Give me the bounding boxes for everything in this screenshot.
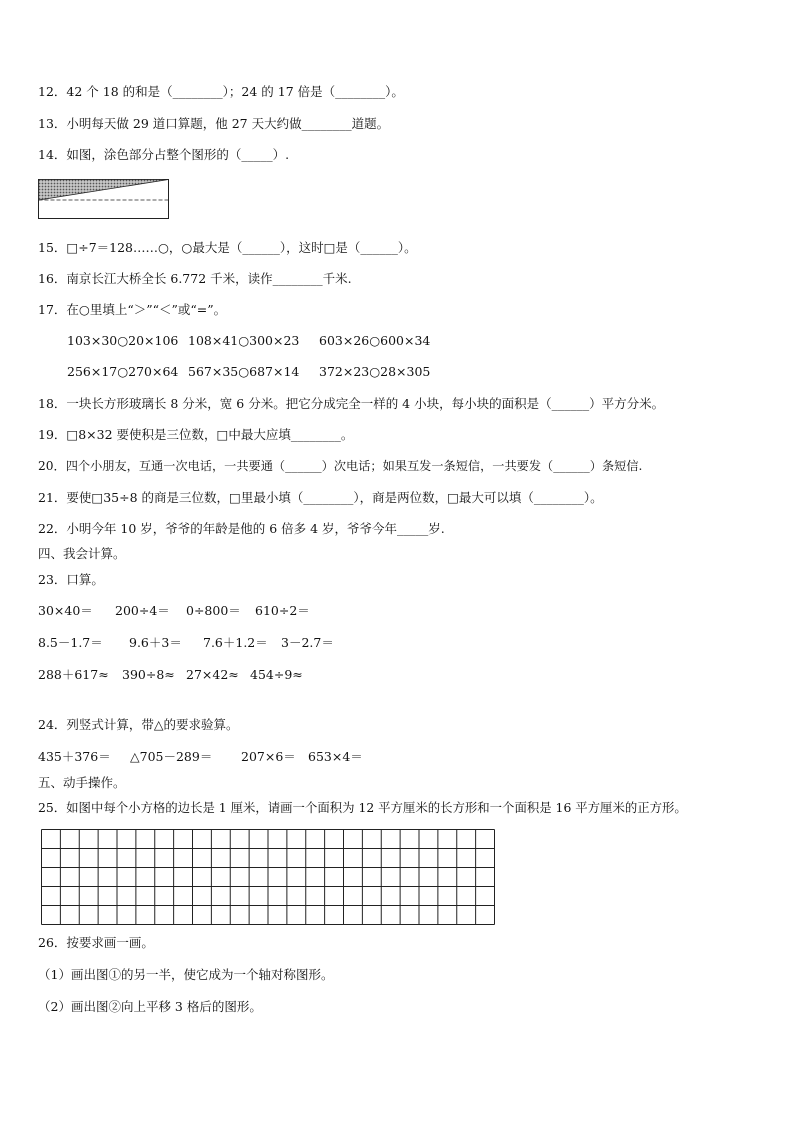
- vertical-calc-item: 207×6＝: [241, 749, 296, 764]
- mental-math-item: 9.6＋3＝: [129, 635, 182, 650]
- mental-math-item: 27×42≈: [186, 667, 239, 682]
- vertical-calc-item: △705－289＝: [130, 749, 213, 764]
- question-23: 23．口算。: [38, 572, 104, 587]
- square-grid[interactable]: [41, 829, 495, 925]
- question-14: 14．如图，涂色部分占整个图形的（_____）.: [38, 147, 290, 162]
- mental-math-item: 610÷2＝: [255, 603, 310, 618]
- section-4-heading: 四、我会计算。: [38, 546, 126, 561]
- question-26-part-2: （2）画出图②向上平移 3 格后的图形。: [38, 999, 262, 1014]
- question-26: 26．按要求画一画。: [38, 935, 154, 950]
- compare-item: 567×35○687×14: [188, 364, 300, 379]
- q17-row-2: [67, 364, 430, 380]
- compare-item: 372×23○28×305: [319, 364, 431, 379]
- question-22: 22．小明今年 10 岁，爷爷的年龄是他的 6 倍多 4 岁，爷爷今年_____岁.: [38, 521, 445, 536]
- q23-row-1: [38, 603, 310, 619]
- mental-math-item: 7.6＋1.2＝: [203, 635, 268, 650]
- mental-math-item: 3－2.7＝: [281, 635, 334, 650]
- q17-row-1: [67, 333, 430, 349]
- mental-math-item: 390÷8≈: [122, 667, 175, 682]
- mental-math-item: 288＋617≈: [38, 667, 109, 682]
- compare-item: 108×41○300×23: [188, 333, 300, 348]
- mental-math-item: 8.5－1.7＝: [38, 635, 103, 650]
- question-12: 12．42 个 18 的和是（________）；24 的 17 倍是（________）。: [38, 84, 404, 99]
- question-24: 24．列竖式计算，带△的要求验算。: [38, 717, 239, 732]
- mental-math-item: 200÷4＝: [115, 603, 170, 618]
- q23-row-2: [38, 635, 334, 651]
- q24-row: [38, 749, 363, 765]
- question-20: 20．四个小朋友，互通一次电话，一共要通（______）次电话；如果互发一条短信，一共要发（______）条短信.: [38, 459, 643, 473]
- mental-math-item: 454÷9≈: [250, 667, 303, 682]
- vertical-calc-item: 653×4＝: [308, 749, 363, 764]
- mental-math-item: 0÷800＝: [186, 603, 241, 618]
- question-26-part-1: （1）画出图①的另一半，使它成为一个轴对称图形。: [38, 967, 334, 982]
- question-18: 18．一块长方形玻璃长 8 分米，宽 6 分米。把它分成完全一样的 4 小块，每小块的面积是（______）平方分米。: [38, 396, 665, 411]
- question-15: 15．□÷7＝128……○，○最大是（______），这时□是（______）。: [38, 240, 417, 255]
- mental-math-item: 30×40＝: [38, 603, 93, 618]
- question-21: 21．要使□35÷8 的商是三位数，□里最小填（________），商是两位数，□最大可以填（________）。: [38, 490, 603, 505]
- question-19: 19．□8×32 要使积是三位数，□中最大应填________。: [38, 427, 354, 442]
- question-13: 13．小明每天做 29 道口算题，他 27 天大约做________道题。: [38, 116, 390, 131]
- section-5-heading: 五、动手操作。: [38, 775, 126, 790]
- q23-row-3: [38, 667, 303, 683]
- compare-item: 103×30○20×106: [67, 333, 179, 348]
- compare-item: 603×26○600×34: [319, 333, 431, 348]
- question-16: 16．南京长江大桥全长 6.772 千米，读作________千米.: [38, 271, 352, 286]
- compare-item: 256×17○270×64: [67, 364, 179, 379]
- question-17: 17．在○里填上“＞”“＜”或“=”。: [38, 302, 227, 317]
- shaded-rectangle-figure: [38, 179, 169, 219]
- vertical-calc-item: 435＋376＝: [38, 749, 111, 764]
- question-25: 25．如图中每个小方格的边长是 1 厘米，请画一个面积为 12 平方厘米的长方形和一个面积是 16 平方厘米的正方形。: [38, 800, 687, 815]
